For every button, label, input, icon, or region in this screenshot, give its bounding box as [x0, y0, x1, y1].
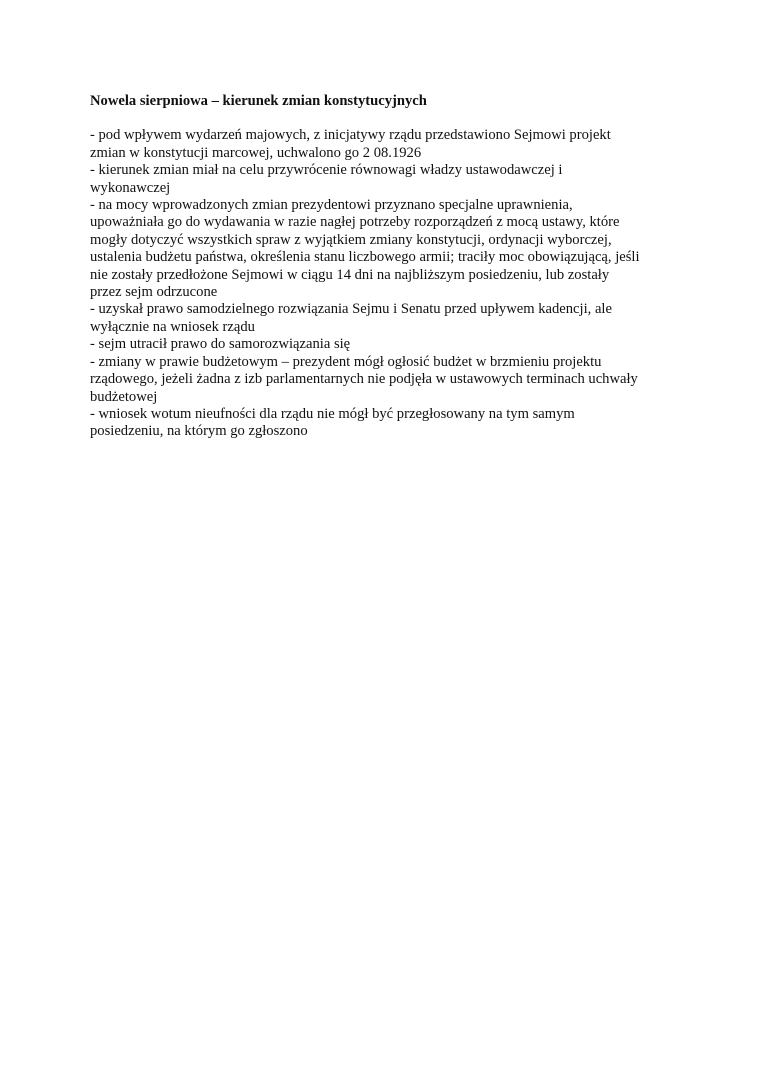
text-line: nie zostały przedłożone Sejmowi w ciągu 14 dni na najbliższym posiedzeniu, lub zostały [90, 266, 610, 283]
text-line: - zmiany w prawie budżetowym – prezydent mógł ogłosić budżet w brzmieniu projektu [90, 353, 602, 370]
text-line: zmian w konstytucji marcowej, uchwalono go 2 08.1926 [90, 144, 422, 161]
text-line: wykonawczej [90, 179, 171, 196]
text-line: - wniosek wotum nieufności dla rządu nie mógł być przegłosowany na tym samym [90, 405, 575, 422]
text-line: mogły dotyczyć wszystkich spraw z wyjątkiem zmiany konstytucji, ordynacji wyborczej, [90, 231, 612, 248]
text-line: upoważniała go do wydawania w razie nagłej potrzeby rozporządzeń z mocą ustawy, które [90, 214, 620, 231]
text-line: - pod wpływem wydarzeń majowych, z inicjatywy rządu przedstawiono Sejmowi projekt [90, 127, 611, 144]
text-line: - kierunek zmian miał na celu przywrócenie równowagi władzy ustawodawczej i [90, 162, 563, 179]
document-body [90, 93, 680, 441]
text-line: - na mocy wprowadzonych zmian prezydentowi przyznano specjalne uprawnienia, [90, 197, 573, 214]
document-title: Nowela sierpniowa – kierunek zmian konstytucyjnych [90, 93, 427, 109]
text-line: - sejm utracił prawo do samorozwiązania się [90, 336, 351, 353]
text-line: przez sejm odrzucone [90, 284, 218, 301]
text-line: - uzyskał prawo samodzielnego rozwiązania Sejmu i Senatu przed upływem kadencji, ale [90, 301, 612, 318]
text-line: budżetowej [90, 388, 158, 405]
text-line: wyłącznie na wniosek rządu [90, 318, 255, 335]
text-line: rządowego, jeżeli żadna z izb parlamentarnych nie podjęła w ustawowych terminach uchwały [90, 371, 638, 388]
text-line: posiedzeniu, na którym go zgłoszono [90, 423, 308, 440]
text-line: ustalenia budżetu państwa, określenia stanu liczbowego armii; traciły moc obowiązującą, jeśli [90, 249, 640, 266]
document-text [90, 127, 680, 440]
